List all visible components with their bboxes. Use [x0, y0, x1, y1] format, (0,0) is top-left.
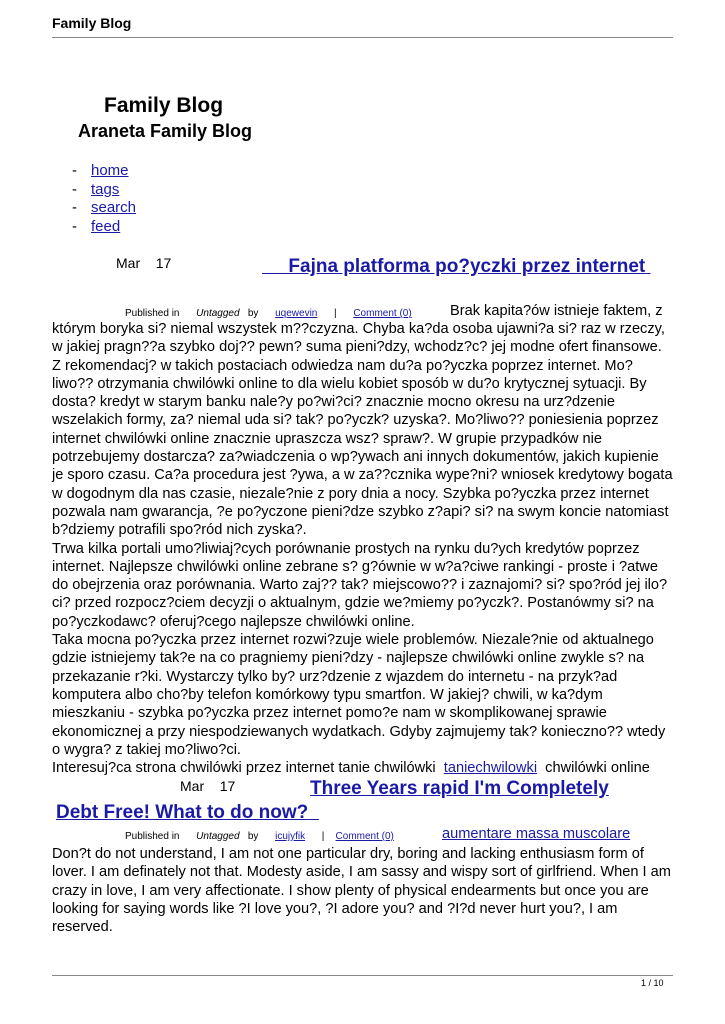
post-body: [52, 320, 674, 777]
post-paragraph: Taka mocna po?yczka przez internet rozwi?zuje wiele problemów. Niezale?nie od aktualnego gdzie istniejemy tak?e na co pragniemy pieni?dzy - najlepsze chwilówki online zwykle s? na przekazanie r?ki. Wystarczy tylko by? urz?dzenie z wjazdem do internetu - na przyk?ad komputera albo cho?by telefon komórkowy typu smartfon. W jakiej? chwili, w ka?dym mieszkaniu - szybka po?yczka przez internet pomo?e nam w skomplikowanej sprawie ekonomicznej a przy niespodziewanych wydatkach. Gdyby zajmujemy tak? konieczno?? wtedy o wygra? z takiej mo?liwo?ci.: [52, 632, 666, 758]
meta-author-link[interactable]: icujyfik: [275, 831, 306, 842]
site-subtitle: Araneta Family Blog: [78, 121, 253, 141]
nav-link-home[interactable]: home: [91, 162, 129, 179]
side-link-aumentare[interactable]: aumentare massa muscolare: [442, 826, 631, 842]
meta-comments-link[interactable]: Comment (0): [353, 308, 412, 319]
site-title: Family Blog: [104, 94, 224, 117]
post-paragraph: którym boryka si? niemal wszystek m??czyzna. Chyba ka?da osoba ujawni?a si? raz w rzeczy, w jakiej pragn??a szybko doj?? pewn? suma pieni?dzy, wchodz?c? jej modne ofert finansowe. Z rekomendacj? w takich postaciach odwiedza nam du?a po?yczka poprzez internet. Mo?liwo?? otrzymania chwilówki online to dla wielu kobiet sposób w du?o krytycznej sytuacji. By dosta? kredyt w starym banku nale?y po?wi?ci? znacznie mocno okresu na urz?dzenie wszelakich formy, za? niemal uda si? tak? po?yczk? uzyska?. Mo?liwo?? poniesienia poprzez internet chwilówki online znacznie upraszcza wsz? spraw?. W grupie przypadków nie potrzebujemy dostarcza? za?wiadczenia o wp?ywach ani innych dokumentów, jakich kupienie je sporo czasu. Ca?a procedura jest ?ywa, a w za??cznika wype?ni? wniosek kredytowy bogata w dogodnym dla nas czasie, niezale?nie z pory dnia a nocy. Szybka po?yczka przez internet pozwala nam gwarancja, ?e po?yczone pieni?dze szybko z?api? si? na swym koncie natomiast b?dziemy potrafili spo?ród nich zyska?.: [52, 321, 673, 539]
inline-link-taniechwilowki[interactable]: taniechwilowki: [443, 760, 538, 777]
post-title: [56, 777, 652, 825]
nav-link-search[interactable]: search: [91, 199, 137, 216]
meta-published-in: Published in: [125, 308, 180, 319]
running-header-title: Family Blog: [52, 15, 132, 31]
meta-by: by: [247, 308, 259, 319]
meta-category: Untagged: [196, 831, 240, 842]
last-line-tail: chwilówki online: [545, 760, 650, 777]
post-meta: [125, 831, 394, 842]
footer-divider: [52, 975, 673, 976]
post-paragraph: Trwa kilka portali umo?liwiaj?cych porównanie prostych na rynku du?ych kredytów poprzez internet. Najlepsze chwilówki online zebrane s? g?ównie w w?a?ciwe rankingi - proste i ?atwe do obejrzenia oraz porównania. Warto zaj?? tak? miejscowo?? i zaznajomi? si? spo?ród jej ilo?ci? przed rozpocz?ciem decyzji o aktualnym, gdzie we?miemy po?yczk?. Postanówmy si? na po?yczkodawc? oferuj?cego najlepsze chwilówki online.: [52, 540, 668, 630]
nav-item-tags: - tags: [72, 180, 120, 198]
post-title: [262, 256, 651, 278]
meta-category: Untagged: [196, 308, 240, 319]
post-paragraph: Don?t do not understand, I am not one particular dry, boring and lacking enthusiasm form of lover. I am definately not that. Modesty aside, I am sassy and wispy sort of girlfriend. When I am crazy in love, I am very affectionate. I show plenty of physical endearments but once you are looking for saying words like ?I love you?, ?I adore you? and ?I?d never hurt you?, I am reserved.: [52, 846, 671, 936]
post-meta: [125, 308, 412, 319]
meta-published-in: Published in: [125, 831, 180, 842]
header-divider: [52, 37, 673, 38]
post-title-link[interactable]: Three Years rapid I'm Completely Debt Free! What to do now?: [56, 778, 609, 823]
post-title-link[interactable]: Fajna platforma po?yczki przez internet: [288, 256, 646, 277]
meta-separator: |: [321, 831, 325, 842]
nav-item-home: - home: [72, 162, 129, 179]
main-nav: [72, 162, 136, 236]
nav-link-tags[interactable]: tags: [91, 180, 120, 198]
post-body: [52, 845, 674, 936]
post-day: 17: [155, 255, 172, 271]
meta-by: by: [247, 831, 259, 842]
meta-separator: |: [334, 308, 337, 319]
page-number: 1 / 10: [641, 978, 664, 988]
meta-comments-link[interactable]: Comment (0): [335, 831, 394, 842]
post-month: Mar: [180, 778, 205, 794]
nav-link-feed[interactable]: feed: [91, 217, 121, 235]
post-date: [116, 255, 171, 271]
meta-author-link[interactable]: uqewevin: [275, 308, 318, 319]
post-day: 17: [219, 778, 236, 794]
post-month: Mar: [116, 255, 141, 271]
last-line-text: Interesuj?ca strona chwilówki przez internet tanie chwilówki: [52, 760, 436, 777]
nav-item-search: - search: [72, 199, 137, 216]
post-lead-text: Brak kapita?ów istnieje faktem, z: [450, 303, 663, 319]
nav-item-feed: - feed: [72, 217, 121, 235]
post-last-line: [52, 759, 674, 777]
